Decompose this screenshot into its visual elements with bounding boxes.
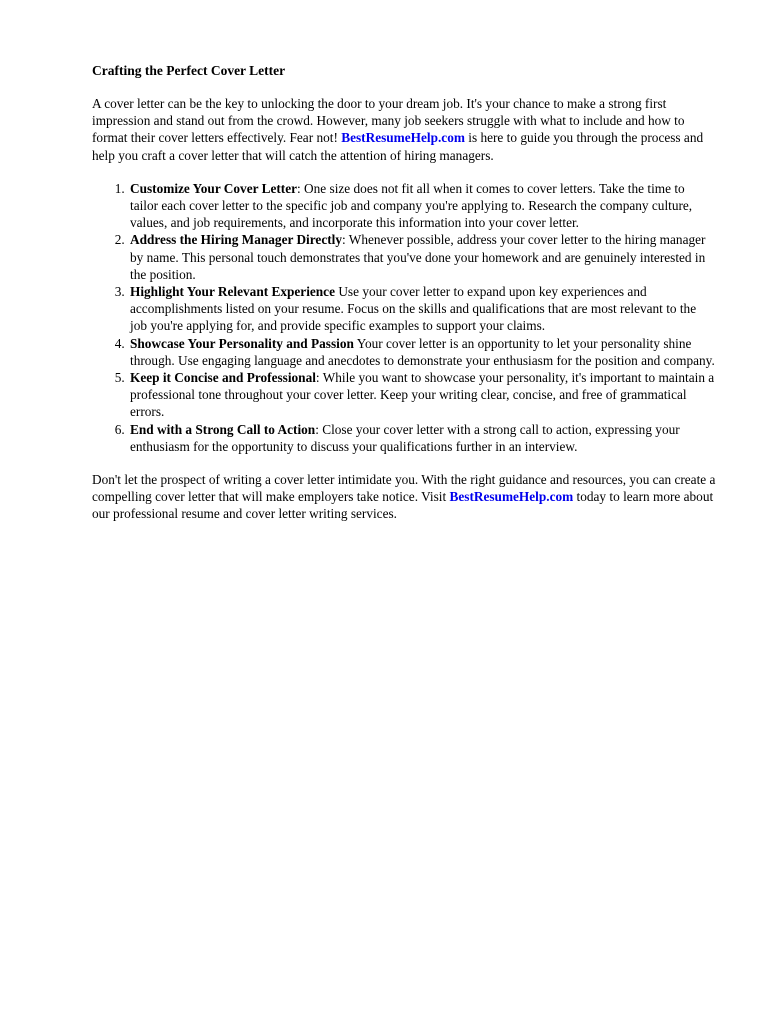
list-item-call-to-action — [128, 421, 716, 455]
outro-paragraph — [92, 471, 716, 523]
document-title: Crafting the Perfect Cover Letter — [92, 63, 286, 78]
list-item-address — [128, 231, 716, 283]
tip-text: Use your cover letter to expand upon key experiences and accomplishments listed on your resume. Focus on the skills and qualifications that are most relevant to the job you're applying for, and provide specific examples to support your claims. — [130, 284, 697, 334]
tip-label: Highlight Your Relevant Experience — [130, 284, 335, 300]
bestresumehelp-link[interactable]: BestResumeHelp.com — [341, 130, 465, 146]
outro-text-before-link: Don't let the prospect of writing a cover letter intimidate you. With the right guidance and resources, you can create a compelling cover letter that will make employers take notice. Visit — [92, 472, 716, 505]
tip-text: : While you want to showcase your personality, it's important to maintain a professional tone throughout your cover letter. Keep your writing clear, concise, and free of grammatical errors. — [130, 370, 715, 420]
tip-label: Showcase Your Personality and Passion — [130, 335, 354, 351]
tip-text: : Close your cover letter with a strong call to action, expressing your enthusiasm for the opportunity to discuss your qualifications further in an interview. — [130, 421, 680, 454]
outro-text-after-link: today to learn more about our professional resume and cover letter writing services. — [92, 489, 714, 522]
list-item-highlight — [128, 283, 716, 335]
tip-text: : One size does not fit all when it comes to cover letters. Take the time to tailor each cover letter to the specific job and company you're applying to. Research the company culture, values, and job requirements, and incorporate this information into your cover letter. — [130, 180, 693, 231]
intro-text-after-link: is here to guide you through the process and help you craft a cover letter that will catch the attention of hiring managers. — [92, 130, 704, 163]
tips-list — [92, 180, 716, 455]
tip-label: Keep it Concise and Professional — [130, 370, 316, 386]
list-item-customize — [128, 180, 716, 232]
intro-paragraph — [92, 95, 716, 164]
list-item-showcase — [128, 335, 716, 369]
intro-text-before-link: A cover letter can be the key to unlocking the door to your dream job. It's your chance to make a strong first impression and stand out from the crowd. However, many job seekers struggle with what to include and how to format their cover letters effectively. Fear not! — [92, 96, 685, 146]
list-item-concise — [128, 369, 716, 421]
tip-label: Customize Your Cover Letter — [130, 180, 298, 196]
tip-text: Your cover letter is an opportunity to let your personality shine through. Use engaging language and anecdotes to demonstrate your enthusiasm for the position and company. — [130, 335, 715, 368]
tip-label: End with a Strong Call to Action — [130, 421, 316, 437]
tip-text: : Whenever possible, address your cover letter to the hiring manager by name. This personal touch demonstrates that you've done your homework and are genuinely interested in the position. — [130, 232, 706, 282]
bestresumehelp-link[interactable]: BestResumeHelp.com — [449, 489, 574, 505]
tip-label: Address the Hiring Manager Directly — [130, 232, 342, 248]
